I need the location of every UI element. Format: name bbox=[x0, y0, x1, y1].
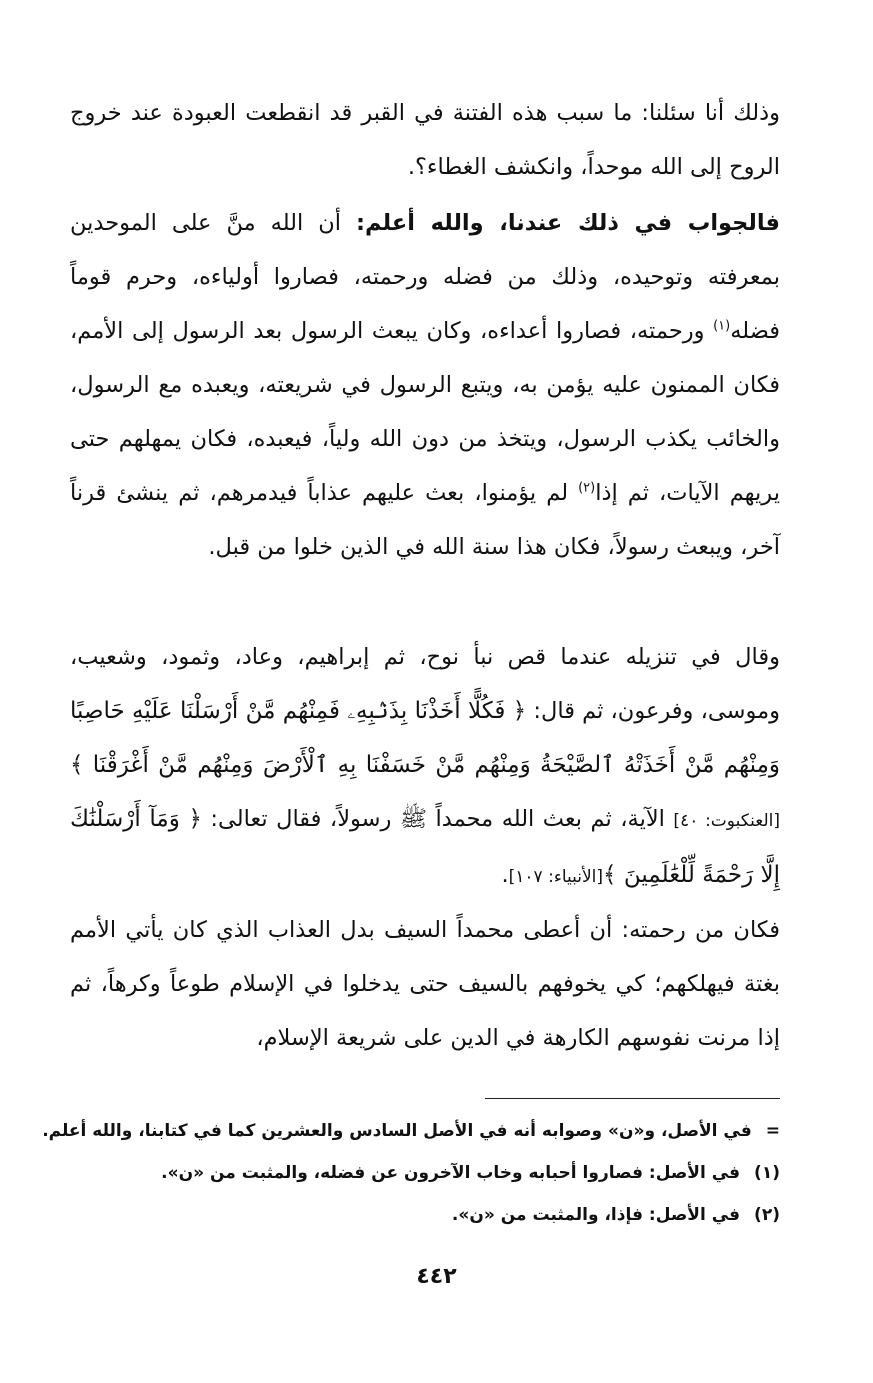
paragraph-question bbox=[70, 86, 780, 194]
paragraph-text: وقال في تنزيله عندما قص نبأ نوح، ثم إبراهيم، وعاد، وثمود، وشعيب، وموسى، وفرعون، ثم قال: bbox=[70, 644, 780, 724]
page-number: ٤٤٢ bbox=[416, 1264, 457, 1289]
footnote-1 bbox=[70, 1152, 780, 1194]
paragraph-answer bbox=[70, 196, 780, 574]
footnote-reference-1: (١) bbox=[713, 318, 731, 334]
footnote-divider bbox=[485, 1098, 780, 1099]
paragraph-text: أن الله منَّ على الموحدين بمعرفته وتوحيده، وذلك من فضله ورحمته، فصاروا أولياءه، وحرم قوماً فضله bbox=[70, 210, 780, 344]
quran-verse-ankabut: ﴿ فَكُلًّا أَخَذْنَا بِذَنۢبِهِۦ فَمِنْهُم مَّنْ أَرْسَلْنَا عَلَيْهِ حَاصِبًا وَمِنْهُم مَّنْ أَخَذَتْهُ ٱلصَّيْحَةُ وَمِنْهُم مَّنْ خَسَفْنَا بِهِ ٱلْأَرْضَ وَمِنْهُم مَّنْ أَغْرَقْنَا ﴾ bbox=[70, 698, 780, 778]
footnote-mark: = bbox=[765, 1121, 780, 1141]
footnote-2 bbox=[70, 1194, 780, 1236]
footnote-text: في الأصل: فصاروا أحبابه وخاب الآخرون عن فضله، والمثبت من «ن». bbox=[161, 1163, 741, 1183]
paragraph-text: وذلك أنا سئلنا: ما سبب هذه الفتنة في القبر قد انقطعت العبودة عند خروج الروح إلى الله موحداً، وانكشف الغطاء؟. bbox=[70, 100, 780, 180]
paragraph-quran-citation bbox=[70, 630, 780, 904]
paragraph-text: لم يؤمنوا، بعث عليهم عذاباً فيدمرهم، ثم ينشئ قرناً آخر، ويبعث رسولاً، فكان هذا سنة الله في الذين خلوا من قبل. bbox=[70, 480, 780, 560]
paragraph-text: الآية، ثم بعث الله محمداً ﷺ رسولاً، فقال تعالى: bbox=[201, 806, 674, 832]
footnote-mark: (٢) bbox=[754, 1205, 780, 1225]
verse-reference-anbiya: [الأنبياء: ١٠٧] bbox=[508, 867, 604, 887]
footnote-continuation bbox=[42, 1110, 780, 1152]
footnote-text: في الأصل: فإذا، والمثبت من «ن». bbox=[451, 1205, 741, 1225]
footnote-text: في الأصل، و«ن» وصوابه أنه في الأصل السادس والعشرين كما في كتابنا، والله أعلم. bbox=[42, 1121, 752, 1141]
answer-lead: فالجواب في ذلك عندنا، والله أعلم: bbox=[356, 210, 781, 236]
footnotes bbox=[42, 1110, 780, 1236]
footnote-reference-2: (٢) bbox=[578, 480, 596, 496]
quran-verse-anbiya: ﴿ وَمَآ أَرْسَلْنَٰكَ إِلَّا رَحْمَةً لِّلْعَٰلَمِينَ ﴾ bbox=[70, 806, 780, 888]
paragraph-text: ورحمته، فصاروا أعداءه، وكان يبعث الرسول بعد الرسول إلى الأمم، فكان الممنون عليه يؤمن به، ويتبع الرسول في شريعته، ويعبده مع الرسول، والخائب يكذب الرسول، ويتخذ من دون الله ولياً، فيعبده، فكان يمهلهم حتى يريهم الآيات، ثم إذا bbox=[70, 318, 780, 506]
paragraph-text: . bbox=[501, 862, 509, 888]
verse-reference-ankabut: [العنكبوت: ٤٠] bbox=[673, 811, 780, 831]
footnote-mark: (١) bbox=[754, 1163, 780, 1183]
paragraph-text: فكان من رحمته: أن أعطى محمداً السيف بدل العذاب الذي كان يأتي الأمم بغتة فيهلكهم؛ كي يخوفهم بالسيف حتى يدخلوا في الإسلام طوعاً وكرهاً، ثم إذا مرنت نفوسهم الكارهة في الدين على شريعة الإسلام، bbox=[70, 917, 780, 1051]
paragraph-mercy bbox=[70, 903, 780, 1065]
